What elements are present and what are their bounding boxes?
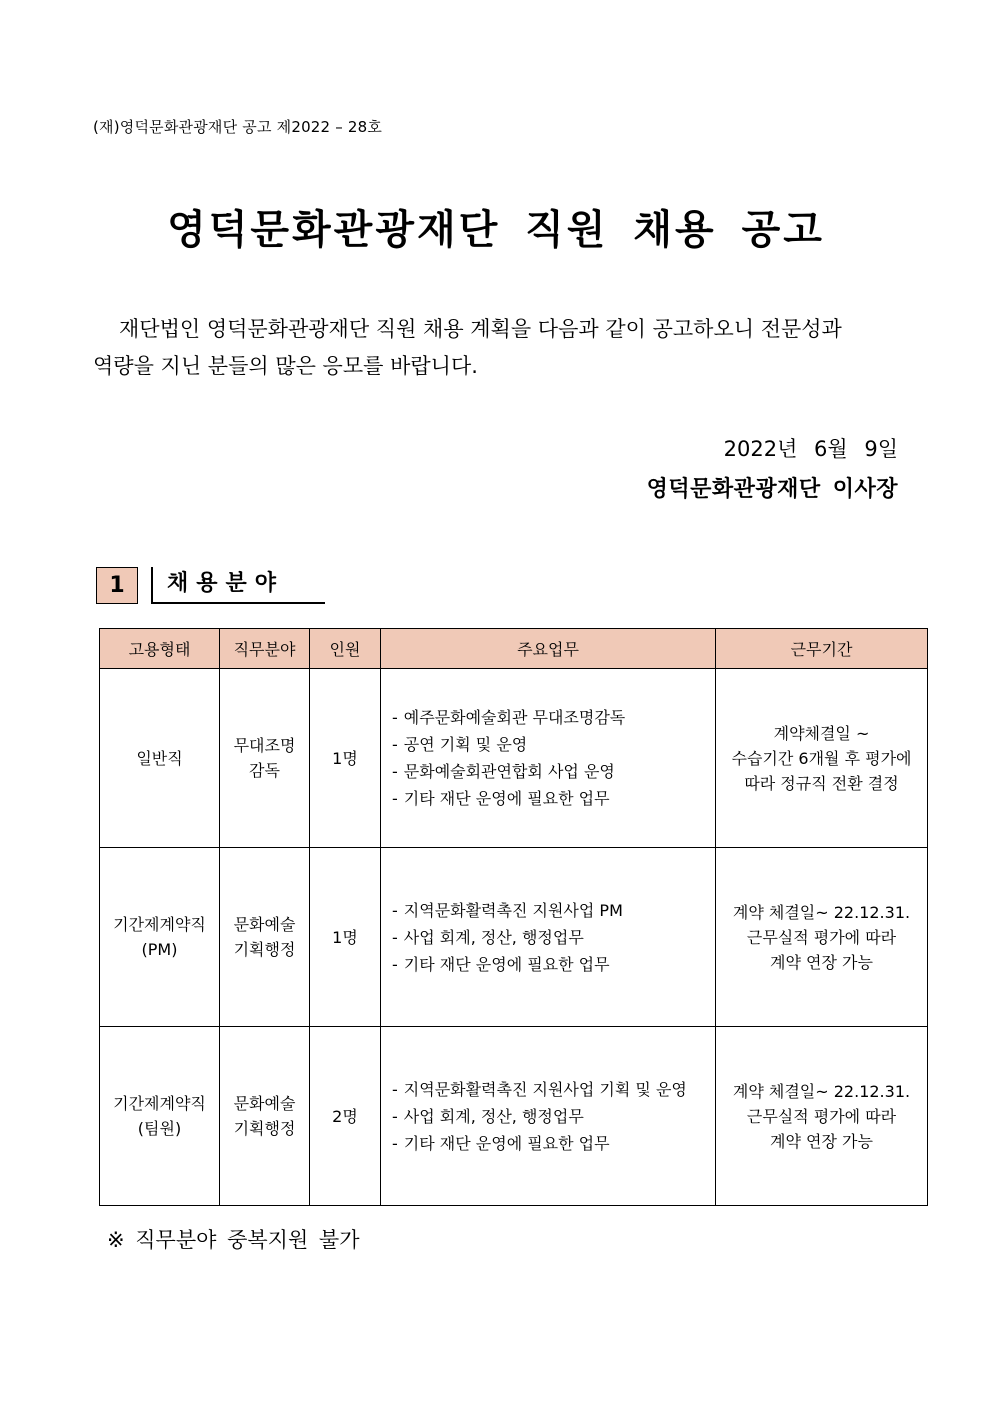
duty-item: - 공연 기획 및 운영 — [392, 735, 528, 754]
notice-number: (재)영덕문화관광재단 공고 제2022 – 28호 — [93, 118, 383, 136]
issuer: 영덕문화관광재단 이사장 — [646, 477, 898, 502]
cell-work-period: 계약체결일 ~ 수습기간 6개월 후 평가에 따라 정규직 전환 결정 — [716, 669, 928, 848]
cell-main-duties — [381, 1027, 716, 1206]
duty-item: - 문화예술회관연합회 사업 운영 — [392, 762, 615, 781]
header-job-field: 직무분야 — [220, 629, 310, 669]
page-title: 영덕문화관광재단 직원 채용 공고 — [167, 207, 825, 253]
cell-work-period: 계약 체결일~ 22.12.31. 근무실적 평가에 따라 계약 연장 가능 — [716, 848, 928, 1027]
recruitment-table — [99, 628, 928, 1206]
cell-job-field: 문화예술 기획행정 — [220, 848, 310, 1027]
section-number: 1 — [96, 567, 138, 604]
duplicate-application-note: ※ 직무분야 중복지원 불가 — [107, 1228, 360, 1252]
cell-employment-type: 기간제계약직 (PM) — [100, 848, 220, 1027]
cell-job-field: 문화예술 기획행정 — [220, 1027, 310, 1206]
table-row — [100, 848, 928, 1027]
announcement-date: 2022년 6월 9일 — [723, 437, 898, 461]
duty-item: - 기타 재단 운영에 필요한 업무 — [392, 789, 610, 808]
table-row — [100, 1027, 928, 1206]
cell-work-period: 계약 체결일~ 22.12.31. 근무실적 평가에 따라 계약 연장 가능 — [716, 1027, 928, 1206]
header-employment-type: 고용형태 — [100, 629, 220, 669]
cell-headcount: 1명 — [310, 669, 381, 848]
header-work-period: 근무기간 — [716, 629, 928, 669]
duty-item: - 예주문화예술회관 무대조명감독 — [392, 708, 626, 727]
cell-employment-type: 일반직 — [100, 669, 220, 848]
table-row — [100, 669, 928, 848]
header-headcount: 인원 — [310, 629, 381, 669]
table-header-row — [100, 629, 928, 669]
section-title: 채용분야 — [151, 567, 325, 604]
duty-item: - 기타 재단 운영에 필요한 업무 — [392, 1133, 610, 1153]
duty-item: - 사업 회계, 정산, 행정업무 — [392, 927, 584, 947]
duty-item: - 지역문화활력촉진 지원사업 기획 및 운영 — [392, 1079, 687, 1099]
duty-item: - 기타 재단 운영에 필요한 업무 — [392, 954, 610, 974]
intro-paragraph — [93, 311, 901, 385]
cell-headcount: 2명 — [310, 1027, 381, 1206]
duty-item: - 지역문화활력촉진 지원사업 PM — [392, 900, 623, 920]
cell-headcount: 1명 — [310, 848, 381, 1027]
duty-item: - 사업 회계, 정산, 행정업무 — [392, 1106, 584, 1126]
cell-job-field: 무대조명 감독 — [220, 669, 310, 848]
intro-line-2: 역량을 지닌 분들의 많은 응모를 바랍니다. — [93, 354, 478, 378]
cell-employment-type: 기간제계약직 (팀원) — [100, 1027, 220, 1206]
intro-line-1: 재단법인 영덕문화관광재단 직원 채용 계획을 다음과 같이 공고하오니 전문성과 — [119, 317, 842, 341]
cell-main-duties — [381, 669, 716, 848]
cell-main-duties — [381, 848, 716, 1027]
header-main-duties: 주요업무 — [381, 629, 716, 669]
